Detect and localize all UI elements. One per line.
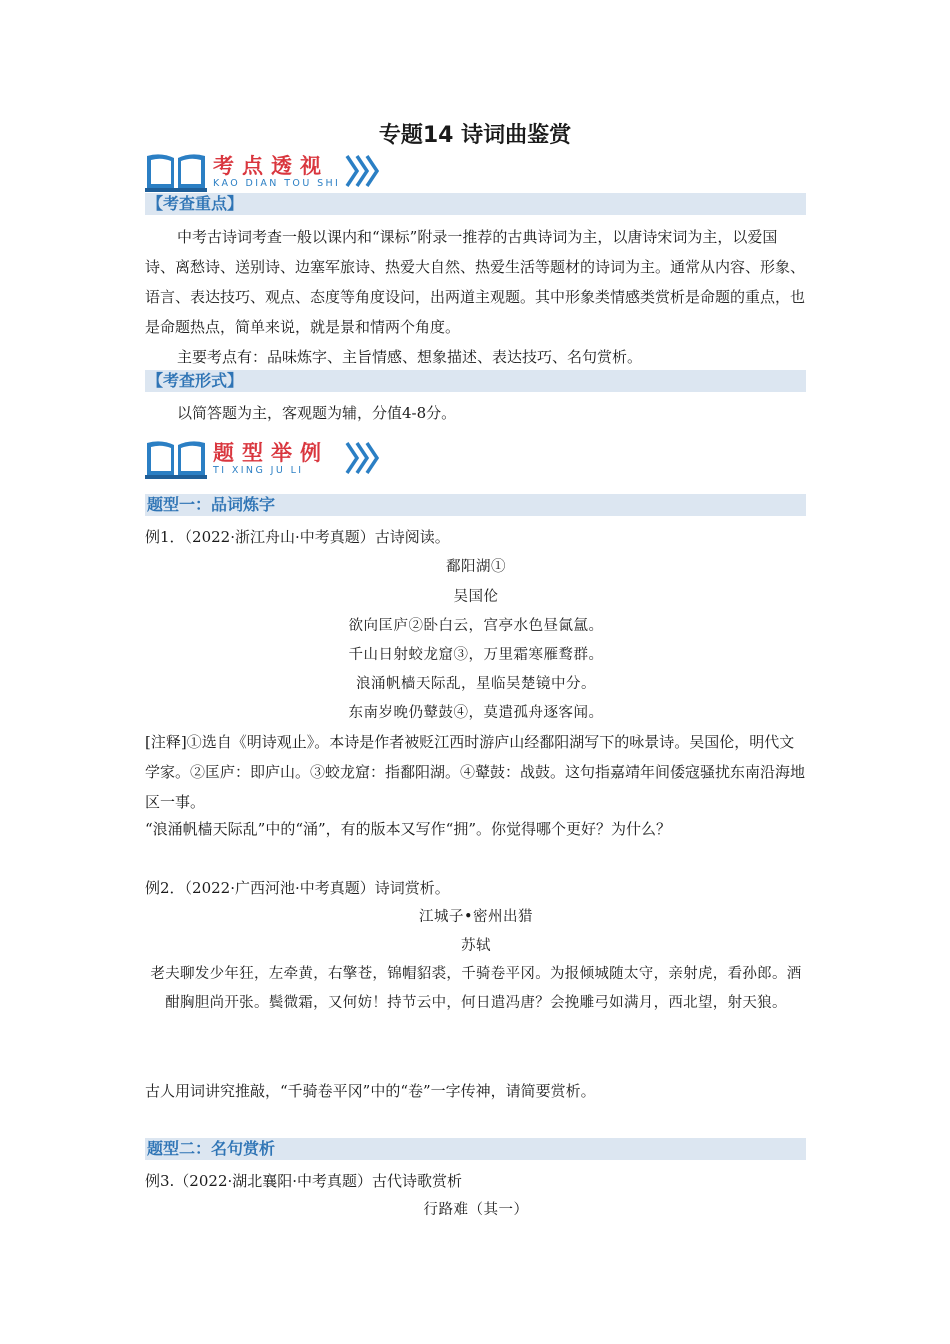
example1-notes: [注释]①选自《明诗观止》。本诗是作者被贬江西时游庐山经鄱阳湖写下的咏景诗。吴国伦，明代文学家。②匡庐：即庐山。③蛟龙窟：指鄱阳湖。④鼙鼓：战鼓。这句指嘉靖年间倭寇骚扰东南沿海地区一事。: [145, 733, 806, 811]
poem-line: 东南岁晚仍鼙鼓④，莫遣孤舟逐客闻。: [348, 705, 604, 721]
banner-pinyin: KAO DIAN TOU SHI: [213, 178, 341, 189]
example2-poem-title: 江城子•密州出猎: [418, 909, 534, 925]
banner-title: 考点透视: [213, 154, 329, 178]
poem-line: 欲向匡庐②卧白云，宫亭水色昼氤氲。: [348, 618, 604, 634]
type2-bar: 题型二：名句赏析: [145, 1138, 806, 1160]
focus-paragraph: 中考古诗词考查一般以课内和“课标”附录一推荐的古典诗词为主，以唐诗宋词为主，以爱国诗、离愁诗、送别诗、边塞军旅诗、热爱大自然、热爱生活等题材的诗词为主。通常从内容、形象、语言、表达技巧、观点、态度等角度设问，出两道主观题。其中形象类情感类赏析是命题的重点，也是命题热点，简单来说，就是景和情两个角度。: [145, 228, 806, 336]
example2-intro: 例2．（2022·广西河池·中考真题）诗词赏析。: [145, 879, 450, 897]
example1-question: “浪涌帆樯天际乱”中的“涌”，有的版本又写作“拥”。你觉得哪个更好？为什么？: [145, 820, 672, 838]
poem-line: 浪涌帆樯天际乱，星临吴楚镜中分。: [356, 676, 596, 692]
section-banner-tixing: [145, 437, 385, 481]
form-paragraph: 以简答题为主，客观题为辅，分值4-8分。: [177, 404, 457, 422]
focus-points-paragraph: 主要考点有：品味炼字、主旨情感、想象描述、表达技巧、名句赏析。: [177, 348, 643, 366]
chevrons-right-icon: [345, 441, 381, 475]
section-bar-focus: 【考查重点】: [145, 193, 806, 215]
section-bar-form: 【考查形式】: [145, 370, 806, 392]
example2-question: 古人用词讲究推敲，“千骑卷平冈”中的“卷”一字传神，请简要赏析。: [145, 1082, 596, 1100]
example1-author: 吴国伦: [453, 589, 499, 605]
banner-pinyin: TI XING JU LI: [213, 465, 304, 476]
chevrons-right-icon: [345, 154, 381, 188]
banner-title: 题型举例: [213, 441, 329, 465]
section-banner-kaodian: [145, 150, 385, 194]
example3-poem-title: 行路难（其一）: [423, 1202, 529, 1218]
example2-author: 苏轼: [461, 938, 491, 954]
open-book-icon: [145, 437, 207, 479]
page-title: 专题14 诗词曲鉴赏: [378, 123, 572, 148]
example3-intro: 例3.（2022·湖北襄阳·中考真题）古代诗歌赏析: [145, 1172, 463, 1190]
poem-line: 千山日射蛟龙窟③，万里霜寒雁鹜群。: [348, 647, 604, 663]
open-book-icon: [145, 150, 207, 192]
type1-bar: 题型一：品词炼字: [145, 494, 806, 516]
example1-intro: 例1．（2022·浙江舟山·中考真题）古诗阅读。: [145, 528, 450, 546]
example1-poem-title: 鄱阳湖①: [446, 559, 506, 575]
example2-poem-text: 老夫聊发少年狂，左牵黄，右擎苍，锦帽貂裘，千骑卷平冈。为报倾城随太守，亲射虎，看孙郎。酒酣胸胆尚开张。鬓微霜，又何妨！持节云中，何日遣冯唐？会挽雕弓如满月，西北望，射天狼。: [150, 966, 802, 1011]
